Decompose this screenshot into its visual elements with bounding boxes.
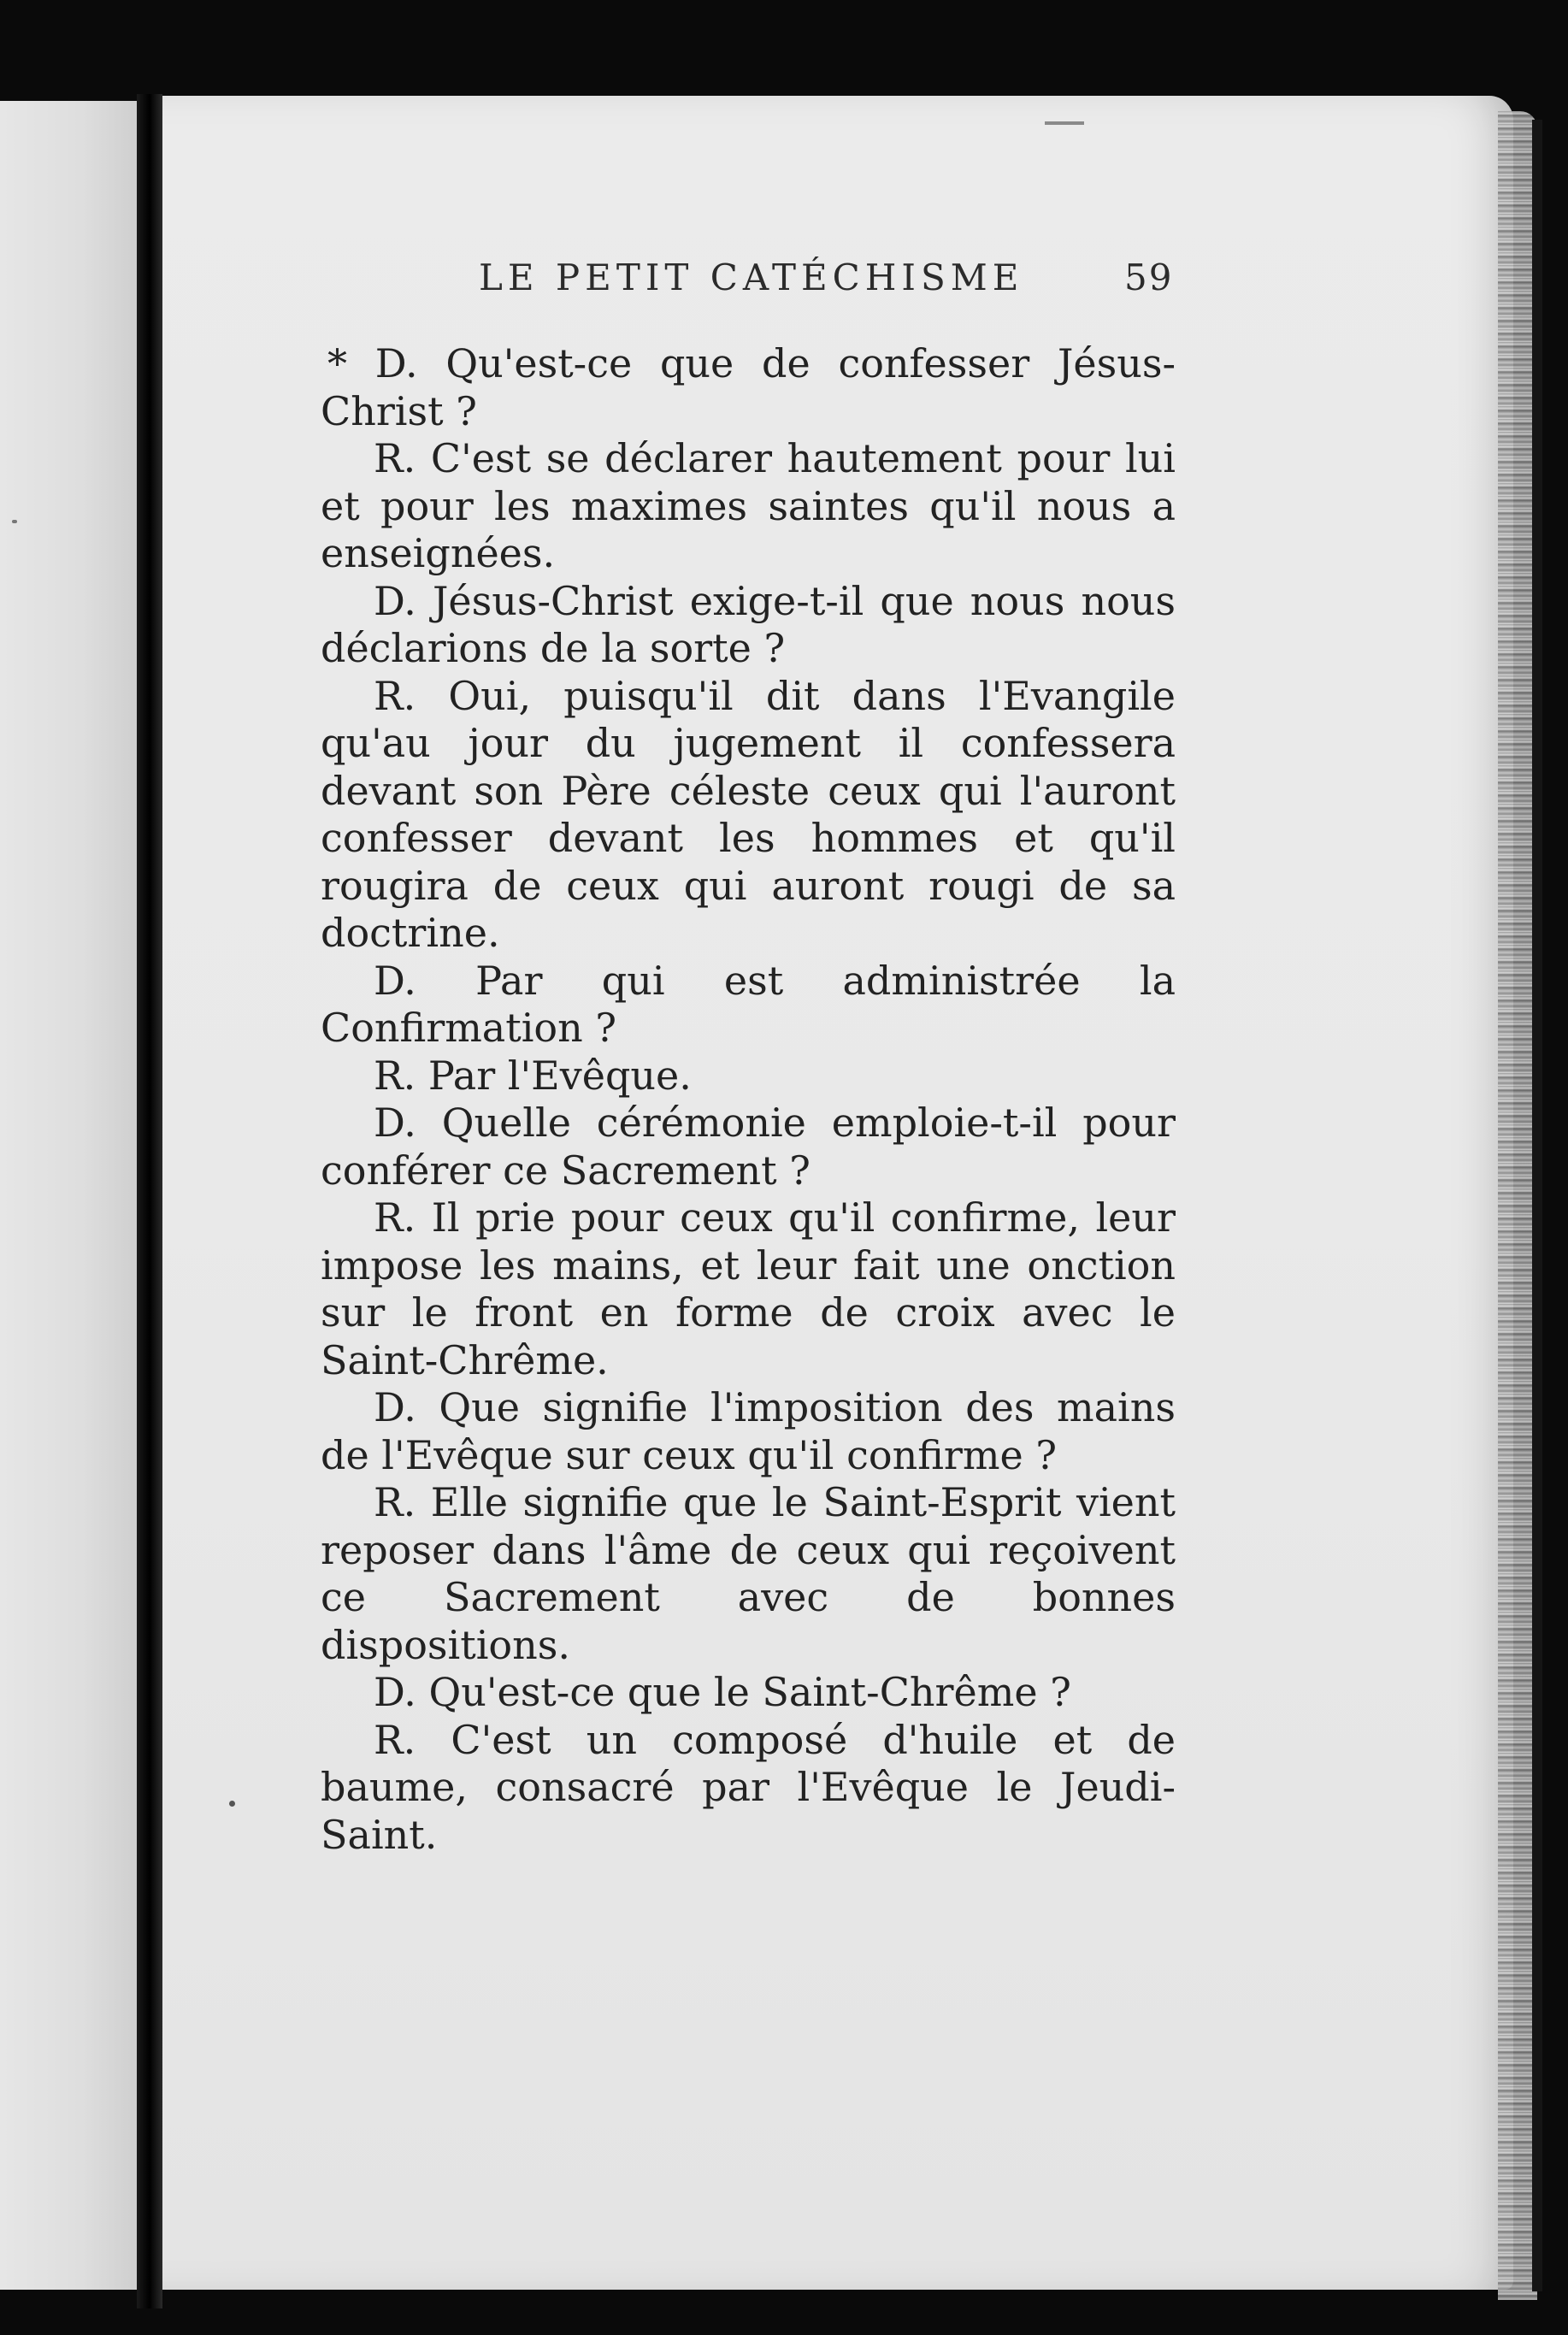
paper-speck	[229, 1801, 235, 1807]
answer-paragraph: R. Oui, puisqu'il dit dans l'Evangile qu'au jour du jugement il confessera devant son Père céleste ceux qui l'auront confesser devant les hommes et qu'il rougira de ceux qui auront rougi de sa doctrine.	[321, 672, 1176, 956]
question-paragraph: D. Quelle cérémonie emploie-t-il pour conférer ce Sacrement ?	[321, 1100, 1176, 1194]
question-paragraph: D. Qu'est-ce que le Saint-Chrême ?	[374, 1669, 1071, 1715]
running-header-title: LE PETIT CATÉCHISME	[479, 256, 1024, 298]
page-edge-shadow	[1532, 120, 1542, 2291]
answer-paragraph: R. C'est un composé d'huile et de baume, consacré par l'Evêque le Jeudi-Saint.	[321, 1716, 1176, 1858]
answer-paragraph: R. Il prie pour ceux qu'il confirme, leur impose les mains, et leur fait une onction sur le front en forme de croix avec le Saint-Chrême.	[321, 1194, 1176, 1383]
answer-paragraph: R. Elle signifie que le Saint-Esprit vient reposer dans l'âme de ceux qui reçoivent ce Sacrement avec de bonnes dispositions.	[321, 1479, 1176, 1668]
catechism-text	[321, 340, 1176, 1859]
page-number: 59	[1124, 256, 1174, 298]
question-paragraph: D. Jésus-Christ exige-t-il que nous nous déclarions de la sorte ?	[321, 577, 1176, 671]
book-gutter	[137, 94, 162, 2308]
question-paragraph: D. Que signifie l'imposition des mains de l'Evêque sur ceux qu'il confirme ?	[321, 1384, 1176, 1478]
running-header	[479, 256, 1197, 298]
paper-speck	[12, 520, 17, 523]
question-paragraph: D. Par qui est administrée la Confirmation ?	[321, 957, 1176, 1051]
answer-paragraph: R. C'est se déclarer hautement pour lui et pour les maximes saintes qu'il nous a enseignées.	[321, 435, 1176, 576]
answer-paragraph: R. Par l'Evêque.	[374, 1052, 692, 1099]
previous-page-edge	[0, 101, 137, 2290]
question-paragraph: * D. Qu'est-ce que de confesser Jésus-Christ ?	[321, 340, 1176, 434]
paper-mark	[1045, 121, 1084, 125]
